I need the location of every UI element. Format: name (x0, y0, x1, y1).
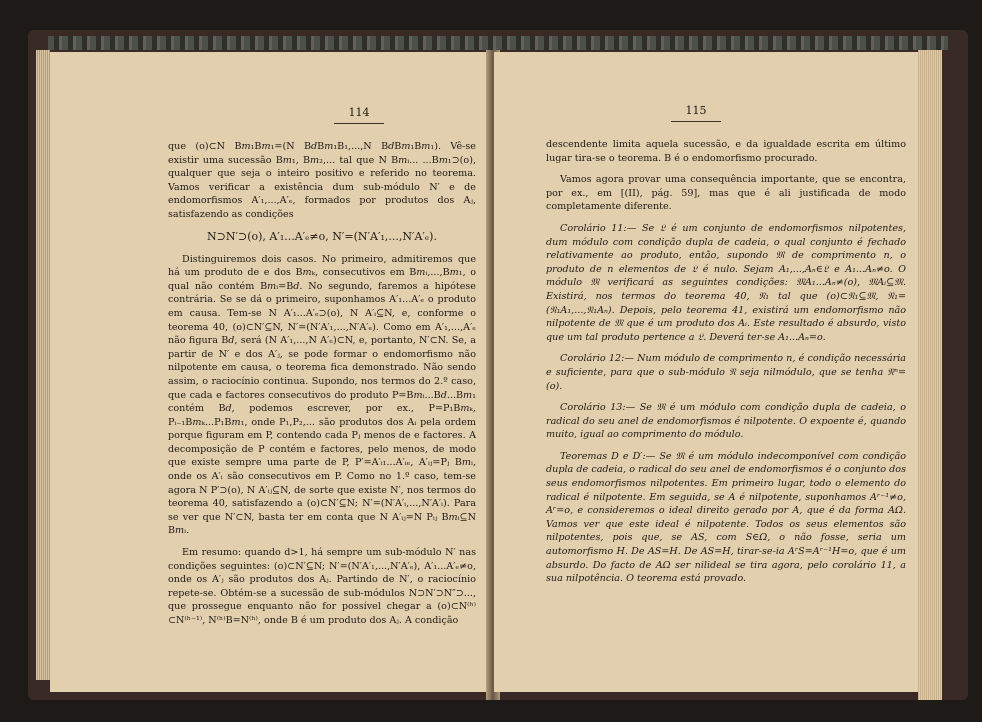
left-page (50, 52, 490, 692)
paragraph: Em resumo: quando d>1, há sempre um sub-módulo N′ nas condições seguintes: (o)⊂N′⊆N; N′=(N′A′₁,...,N′A′ₑ), A′₁...A′ₑ≠o, onde os A′ⱼ são produtos dos Aⱼ. Partindo de N′, o raciocínio repete-se. Obtém-se a sucessão de sub-módulos N⊃N′⊃N″⊃..., que prossegue enquanto não for possível chegar a (o)⊂N⁽ʰ⁾⊂N⁽ʰ⁻¹⁾, N⁽ʰ⁾B=N⁽ʰ⁾, onde B é um produto dos Aⱼ. A condição (168, 547, 476, 626)
paragraph: Distinguiremos dois casos. No primeiro, admitiremos que há um produto de e dos B𝑚ₖ, consecutivos em B𝑚ᵢ,...,B𝑚₁, o qual não contém B𝑚ᵢ=B𝑑. No segundo, faremos a hipótese contrária. Se se dá o primeiro, suponhamos A′₁...A′ₑ o produto em causa. Tem-se N A′₁...A′ₑ⊃(o), N A′ᵢ⊆N, e, conforme o teorema 40, (o)⊂N′⊆N, N′=(N′A′₁,...,N′A′ₑ). Como em A′₁,...,A′ₑ não figura B𝑑, será (N A′₁,...,N A′ₑ)⊂N, e, portanto, N′⊂N. Se, a partir de N′ e dos A′ⱼ, se pode formar o endomorfismo não nilpotente em causa, o teorema fica demonstrado. Não sendo assim, o raciocínio continua. Supondo, nos termos do 2.º caso, que cada e factores consecutivos do produto P=B𝑚ᵢ...B𝑑...B𝑚₁ contém B𝑑, podemos escrever, por ex., P=P₁B𝑚ₖ, Pᵢ₋₁B𝑚ₖ...P₁B𝑚₁, onde P₁,P₂,... são produtos dos Aᵢ pela ordem porque figuram em P, contendo cada Pⱼ menos de e factores. A decomposição de P contém e factores, pelo menos, de modo que existe sempre uma parte de P, P′=A′ᵢ₁...A′ᵢₑ, A′ᵢⱼ=Pⱼ B𝑚ᵢ, onde os A′ᵢ são consecutivos em P. Como no 1.º caso, tem-se agora N P′⊃(o), N A′ᵢⱼ⊆N, de sorte que existe N′, nos termos do teorema 40, satisfazendo a (o)⊂N′⊆N; N′=(N′A′ᵢ,...,N′A′ᵢ). Para se ver que N′⊂N, basta ter em conta que N A′ᵢⱼ=N Pᵢⱼ B𝑚ᵢ⊆N B𝑚ᵢ. (168, 253, 476, 537)
corollary-13: Corolário 13:— Se 𝔐 é um módulo com condição dupla de cadeia, o radical do seu anel de endomorfismos é nilpotente. O expoente é, quando muito, igual ao comprimento do módulo. (546, 402, 906, 441)
page-number-left: 114 (168, 106, 476, 124)
marbled-edge (48, 36, 948, 50)
theorems-d: Teoremas D e D′:— Se 𝔐 é um módulo indecomponível com condição dupla de cadeia, o radical do seu anel de endomorfismos é o conjunto dos seus endomorfismos nilpotentes. Em primeiro lugar, todo o elemento do radical é nilpotente. Em seguida, se A é nilpotente, suponhamos Aʳ⁻¹≠o, Aʳ=o, e consideremos o ideal direito gerado por A, que é da forma AΩ. Vamos ver que este ideal é nilpotente. Todos os seus elementos são nilpotentes, pois que, se AS, com S∈Ω, o não fosse, seria um automorfismo H. De AS=H. De AS=H, tirar-se-ia AʳS=Aʳ⁻¹H=o, que é um absurdo. Do facto de AΩ ser nilideal se tira agora, pelo corolário 11, a sua nilpotência. O teorema está provado. (546, 450, 906, 585)
page-number-right: 115 (546, 104, 906, 122)
paragraph: que (o)⊂N B𝑚₁B𝑚₁=(N B𝑑B𝑚₁B₁,...,N B𝑑B𝑚₁B𝑚₁). Vê-se existir uma sucessão B𝑚₁, B𝑚₂,... tal que N B𝑚ᵢ... ...B𝑚₁⊃(o), qualquer que seja o inteiro positivo e referido no teorema. Vamos verificar a existência dum sub-módulo N′ e de endomorfismos A′₁,...,A′ₑ, formados por produtos dos Aⱼ, satisfazendo as condições (168, 141, 476, 220)
formula: N⊃N′⊃(o), A′₁...A′ₑ≠o, N′=(N′A′₁,...,N′A′ₑ). (207, 229, 437, 243)
corollary-11: Corolário 11:— Se 𝔏 é um conjunto de endomorfismos nilpotentes, dum módulo com condição dupla de cadeia, o qual conjunto é fechado relativamente ao produto, então, supondo 𝔐 de comprimento n, o produto de n elementos de 𝔏 é nulo. Sejam A₁,...,Aₙ∈𝔏 e A₁...Aₙ≠o. O módulo 𝔐 verificará as seguintes condições: 𝔐A₁...Aₙ≠(o), 𝔐Aᵢ⊆𝔐. Existirá, nos termos do teorema 40, 𝔑₁ tal que (o)⊂𝔑₁⊆𝔐, 𝔑₁=(𝔑₁A₁,...,𝔑₁Aₙ). Depois, pelo teorema 41, existirá um endomorfismo não nilpotente de 𝔐 que é um produto dos Aᵢ. Este resultado é absurdo, visto que um tal produto pertence a 𝔏. Deverá ter-se A₁...Aₙ=o. (546, 222, 906, 343)
page-stack-left (36, 50, 50, 680)
page-stack-right (918, 50, 942, 700)
corollary-12: Corolário 12:— Num módulo de comprimento n, é condição necessária e suficiente, para que o sub-módulo 𝔑 seja nilmódulo, que se tenha 𝔑ⁿ=(o). (546, 353, 906, 392)
paragraph: descendente limita aquela sucessão, e da igualdade escrita em último lugar tira-se o teorema. B é o endomorfismo procurado. (546, 139, 906, 164)
right-page (494, 52, 918, 692)
paragraph: Vamos agora provar uma consequência importante, que se encontra, por ex., em [(II), pág. 59], mas que é ali justificada de modo completamente diferente. (546, 174, 906, 213)
